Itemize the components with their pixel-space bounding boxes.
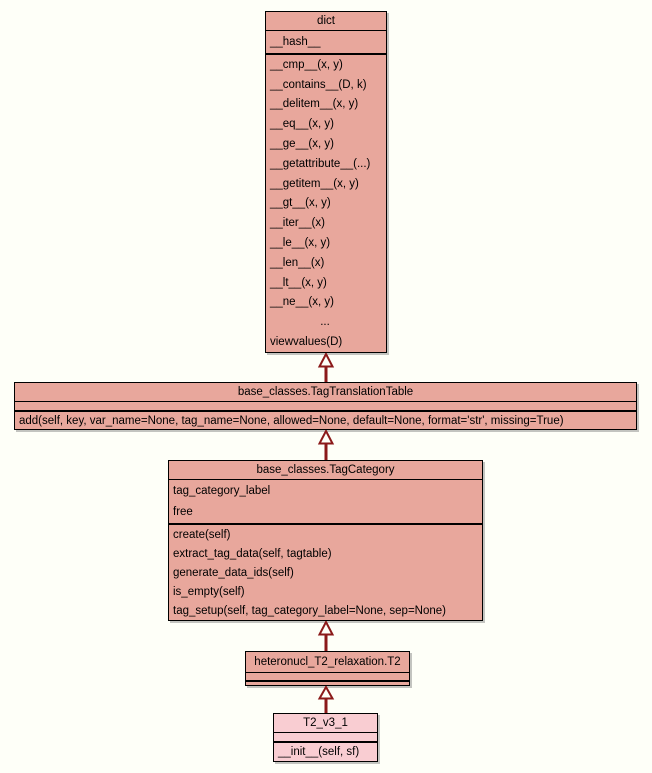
attributes-section-empty <box>274 733 377 743</box>
attributes-section-empty <box>15 402 636 412</box>
methods-section-empty <box>246 682 409 685</box>
method-row: extract_tag_data(self, tagtable) <box>173 547 332 560</box>
method-row: is_empty(self) <box>173 585 245 598</box>
class-box-heteronucl-t2-relaxation <box>245 651 410 686</box>
arrow-head <box>320 687 333 699</box>
ellipsis-row: ... <box>320 316 330 329</box>
method-row: generate_data_ids(self) <box>173 566 294 579</box>
methods-section <box>266 55 386 352</box>
method-row: __le__(x, y) <box>270 237 331 250</box>
arrow-head <box>320 622 333 635</box>
method-row: create(self) <box>173 528 231 541</box>
attribute-row: free <box>173 506 193 519</box>
arrow-head <box>320 354 333 367</box>
class-title-dict: dict <box>266 12 386 31</box>
inheritance-arrow-icon <box>317 430 335 460</box>
class-box-tag-translation-table <box>14 382 637 430</box>
method-row: add(self, key, var_name=None, tag_name=None, allowed=None, default=None, format='str', missing=True) <box>19 414 564 427</box>
class-title-tag-translation-table: base_classes.TagTranslationTable <box>15 383 636 402</box>
method-row: __gt__(x, y) <box>270 197 331 210</box>
class-title-tag-category: base_classes.TagCategory <box>169 461 482 480</box>
method-row: __contains__(D, k) <box>270 78 367 91</box>
attributes-section <box>169 480 482 525</box>
method-row: __lt__(x, y) <box>270 276 327 289</box>
inheritance-arrow-icon <box>317 621 335 651</box>
inheritance-arrow-icon <box>317 353 335 382</box>
attribute-row: tag_category_label <box>173 484 271 497</box>
method-row: __getitem__(x, y) <box>270 177 359 190</box>
class-box-dict <box>265 11 387 353</box>
method-row: __len__(x) <box>270 256 325 269</box>
methods-section <box>169 525 482 620</box>
method-row: __getattribute__(...) <box>270 157 371 170</box>
method-row: __ne__(x, y) <box>270 296 334 309</box>
attribute-row: __hash__ <box>270 36 321 48</box>
attributes-section <box>266 31 386 55</box>
class-title-t2-v3-1: T2_v3_1 <box>274 714 377 733</box>
inheritance-arrow-icon <box>317 686 335 713</box>
class-box-tag-category <box>168 460 483 621</box>
attributes-section-empty <box>246 673 409 682</box>
method-row: __cmp__(x, y) <box>270 58 343 71</box>
method-row: tag_setup(self, tag_category_label=None, sep=None) <box>173 604 446 617</box>
class-box-t2-v3-1 <box>273 713 378 762</box>
method-row: __iter__(x) <box>270 217 325 230</box>
method-row: __eq__(x, y) <box>270 118 334 131</box>
method-row: __delitem__(x, y) <box>270 98 359 111</box>
method-row: __init__(self, sf) <box>278 746 360 758</box>
arrow-head <box>320 431 333 444</box>
methods-section <box>15 412 636 429</box>
method-row: viewvalues(D) <box>270 336 343 349</box>
methods-section <box>274 743 377 761</box>
class-title-heteronucl-t2-relaxation: heteronucl_T2_relaxation.T2 <box>246 652 409 673</box>
method-row: __ge__(x, y) <box>270 138 334 151</box>
